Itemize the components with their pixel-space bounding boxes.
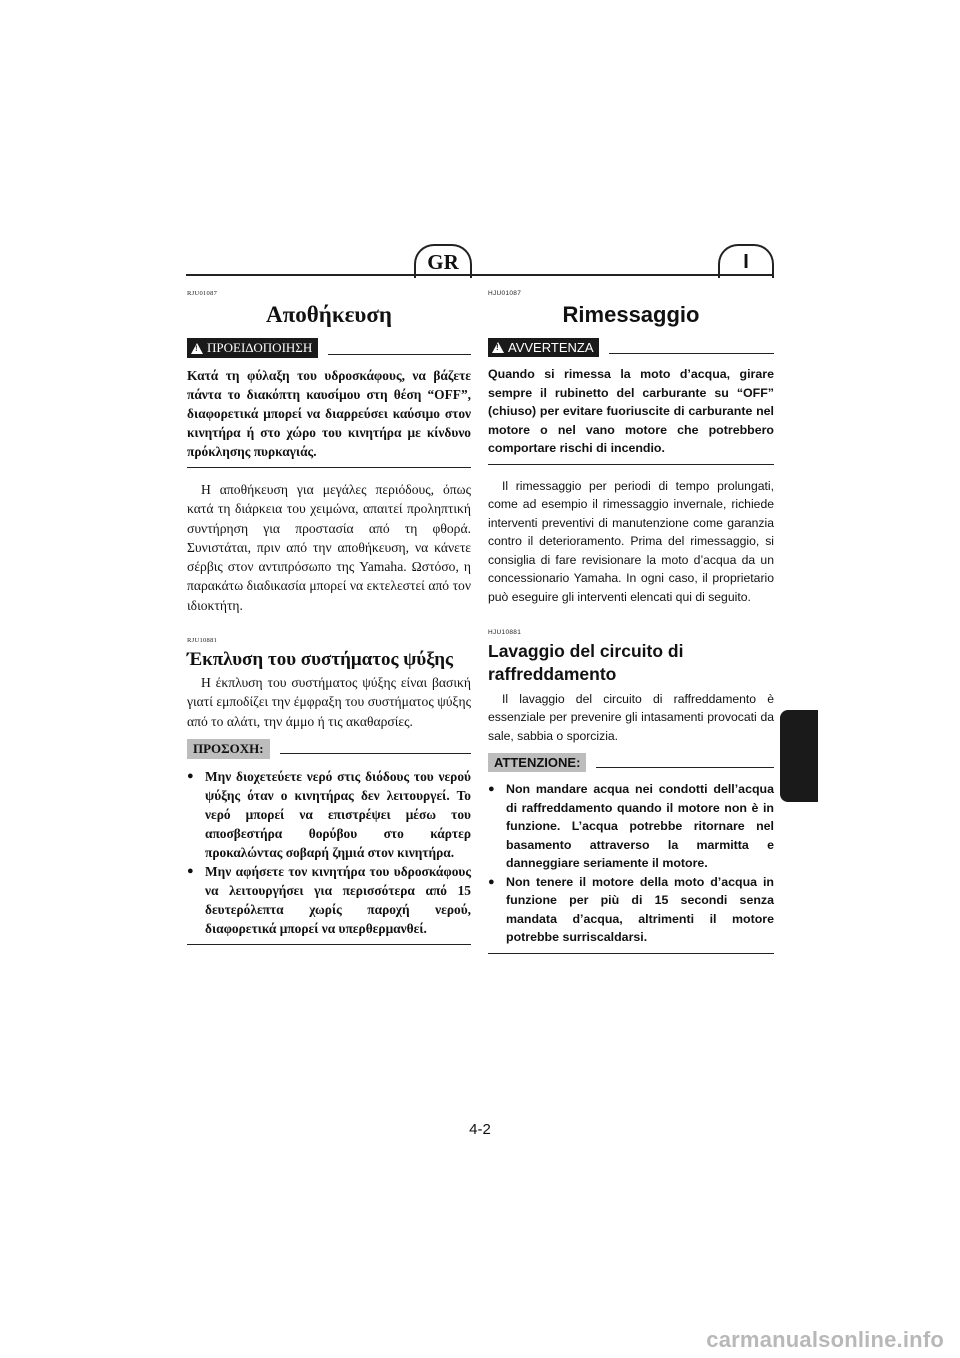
language-tab-it: I bbox=[718, 244, 774, 278]
warning-label: AVVERTENZA bbox=[508, 340, 594, 355]
section-title: Αποθήκευση bbox=[266, 302, 392, 327]
body-paragraph: Η έκπλυση του συστήματος ψύξης είναι βασική γιατί εμποδίζει την έμφραξη του συστήματος ψύξης από το αλάτι, την άμμο ή τις ακαθαρσίες. bbox=[187, 675, 471, 729]
body-paragraph: Η αποθήκευση για μεγάλες περιόδους, όπως κατά τη διάρκεια του χειμώνα, απαιτεί προληπτική συντήρηση για προστασία από τη φθορά. Συνιστάται, πριν από την αποθήκευση, να κάνετε σέρβις στον αντιπρόσωπο της Yamaha. Ωστόσο, η παρακάτω διαδικασία μπορεί να εκτελεστεί από τον ιδιοκτήτη. bbox=[187, 482, 471, 613]
warning-icon bbox=[191, 343, 203, 354]
warning-header bbox=[488, 338, 774, 357]
body-paragraph: Il lavaggio del circuito di raffreddamento è essenziale per prevenire gli intasamenti provocati da sale, sabbia o sporcizia. bbox=[488, 691, 774, 743]
greek-column bbox=[187, 290, 471, 945]
section-code: HJU10881 bbox=[488, 628, 522, 636]
section-title: Rimessaggio bbox=[562, 302, 700, 327]
list-item: ● Μην αφήσετε τον κινητήρα του υδροσκάφους να λειτουργήσει για περισσότερα από 15 δευτερόλεπτα χωρίς παροχή νερού, διαφορετικά μπορεί να υπερθερμανθεί. bbox=[187, 862, 471, 938]
cooling-section bbox=[187, 637, 471, 945]
warning-text: Quando si rimessa la moto d’acqua, girare sempre il rubinetto del carburante su “OFF” (chiuso) per evitare fuoriuscite di carburante nel motore o nel vano motore che potrebbero comportare rischi di incendio. bbox=[488, 367, 774, 455]
divider bbox=[187, 467, 471, 468]
divider bbox=[596, 767, 774, 768]
divider bbox=[187, 944, 471, 945]
section-subtitle: Έκπλυση του συστήματος ψύξης bbox=[187, 649, 454, 671]
chapter-thumb-tab bbox=[780, 710, 818, 802]
header-rule bbox=[186, 274, 774, 276]
caution-list bbox=[187, 767, 471, 938]
caution-header bbox=[187, 739, 471, 759]
warning-header bbox=[187, 338, 471, 358]
language-tab-gr: GR bbox=[414, 244, 472, 278]
section-code: RJU01087 bbox=[187, 290, 218, 297]
warning-icon bbox=[492, 342, 504, 353]
page-number: 4-2 bbox=[469, 1121, 491, 1138]
cooling-section bbox=[488, 629, 774, 954]
section-subtitle: Lavaggio del circuito di raffreddamento bbox=[488, 640, 684, 684]
caution-badge: ΠΡΟΣΟΧΗ: bbox=[187, 739, 270, 759]
warning-badge bbox=[488, 338, 599, 357]
divider bbox=[609, 353, 774, 354]
list-item: ● Non mandare acqua nei condotti dell’acqua di raffreddamento quando il motore non è in funzione. L’acqua potrebbe ritornare nel basamento attraverso la marmitta e danneggiare seriamente il motore. bbox=[488, 780, 774, 873]
caution-list bbox=[488, 780, 774, 947]
warning-text: Κατά τη φύλαξη του υδροσκάφους, να βάζετε πάντα το διακόπτη καυσίμου στη θέση “OFF”, διαφορετικά μπορεί να διαρρεύσει καύσιμο στον κινητήρα ή στο χώρο του κινητήρα με κίνδυνο πρόκλησης πυρκαγιάς. bbox=[187, 368, 471, 459]
list-item: ● Μην διοχετεύετε νερό στις διόδους του νερού ψύξης όταν ο κινητήρας δεν λειτουργεί. Το νερό μπορεί να επιστρέψει μέσω του αποσβεστήρα θορύβου στο κάρτερ προκαλώντας σοβαρή ζημιά στον κινητήρα. bbox=[187, 767, 471, 862]
section-code: HJU01087 bbox=[488, 290, 522, 297]
warning-badge bbox=[187, 338, 318, 358]
divider bbox=[488, 464, 774, 465]
watermark: carmanualsonline.info bbox=[706, 1327, 944, 1352]
divider bbox=[328, 354, 471, 355]
divider bbox=[488, 953, 774, 954]
caution-badge: ATTENZIONE: bbox=[488, 753, 586, 772]
section-code: RJU10881 bbox=[187, 637, 218, 645]
warning-label: ΠΡΟΕΙΔΟΠΟΙΗΣΗ bbox=[207, 340, 313, 355]
caution-header bbox=[488, 753, 774, 772]
italian-column bbox=[488, 290, 774, 954]
divider bbox=[280, 753, 471, 754]
body-paragraph: Il rimessaggio per periodi di tempo prolungati, come ad esempio il rimessaggio invernale, richiede interventi preventivi di manutenzione come garanzia contro il deterioramento. Prima del rimessaggio, si consiglia di fare revisionare la moto d’acqua da un concessionario Yamaha. In ogni caso, il proprietario può eseguire gli interventi elencati qui di seguito. bbox=[488, 478, 774, 605]
list-item: ● Non tenere il motore della moto d’acqua in funzione per più di 15 secondi senza mandata d’acqua, altrimenti il motore potrebbe surriscaldarsi. bbox=[488, 873, 774, 947]
